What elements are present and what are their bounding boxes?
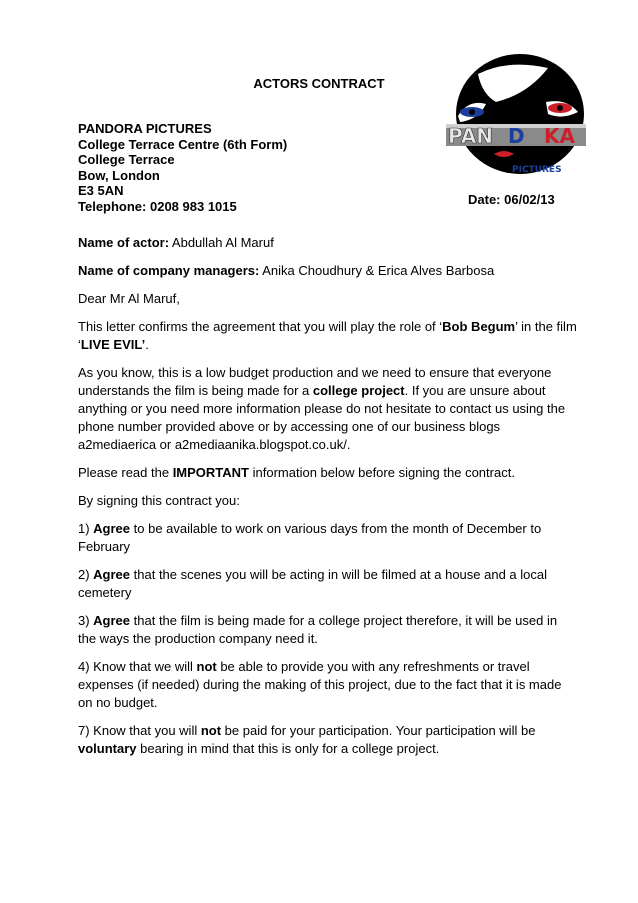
salutation: Dear Mr Al Maruf, [78,291,180,306]
term-item-4: 4) Know that we will not be able to provide you with any refreshments or travel expenses (if needed) during the making of this project, due to the fact that it is made on no budget. [78,659,562,710]
address-line-3: Bow, London [78,167,160,183]
svg-text:D: D [508,124,525,148]
pandora-pictures-logo [438,54,588,187]
paragraph-role: This letter confirms the agreement that you will play the role of ‘Bob Begum’ in the film ‘LIVE EVIL’. [78,319,577,352]
actor-name-line: Name of actor: Abdullah Al Maruf [78,235,274,250]
term-item-7: 7) Know that you will not be paid for your participation. Your participation will be voluntary bearing in mind that this is only for a college project. [78,723,536,756]
term-item-2: 2) Agree that the scenes you will be acting in will be filmed at a house and a local cemetery [78,567,547,600]
paragraph-budget: As you know, this is a low budget production and we need to ensure that everyone understands the film is being made for a college project. If you are unsure about anything or you need more information please do not hesitate to contact us using the phone number provided above or by accessing one of our business blogs a2mediaerica or a2mediaanika.blogspot.co.uk/. [78,365,566,452]
term-item-1: 1) Agree to be available to work on various days from the month of December to February [78,521,542,554]
svg-text:PICTURES: PICTURES [512,165,562,175]
paragraph-by-signing: By signing this contract you: [78,493,240,508]
address-postcode: E3 5AN [78,183,124,198]
company-name: PANDORA PICTURES [78,121,212,136]
term-item-3: 3) Agree that the film is being made for a college project therefore, it will be used in the ways the production company need it. [78,613,558,646]
company-telephone: Telephone: 0208 983 1015 [78,198,237,214]
company-address-block [78,121,287,214]
paragraph-important: Please read the IMPORTANT information below before signing the contract. [78,465,515,480]
svg-text:PAN: PAN [448,124,494,148]
document-date: Date: 06/02/13 [468,192,555,207]
document-title: ACTORS CONTRACT [253,76,385,91]
address-line-1: College Terrace Centre (6th Form) [78,136,288,152]
managers-line: Name of company managers: Anika Choudhury & Erica Alves Barbosa [78,263,495,278]
address-line-2: College Terrace [78,152,175,167]
svg-text:KA: KA [544,124,575,148]
letter-body [78,234,578,768]
